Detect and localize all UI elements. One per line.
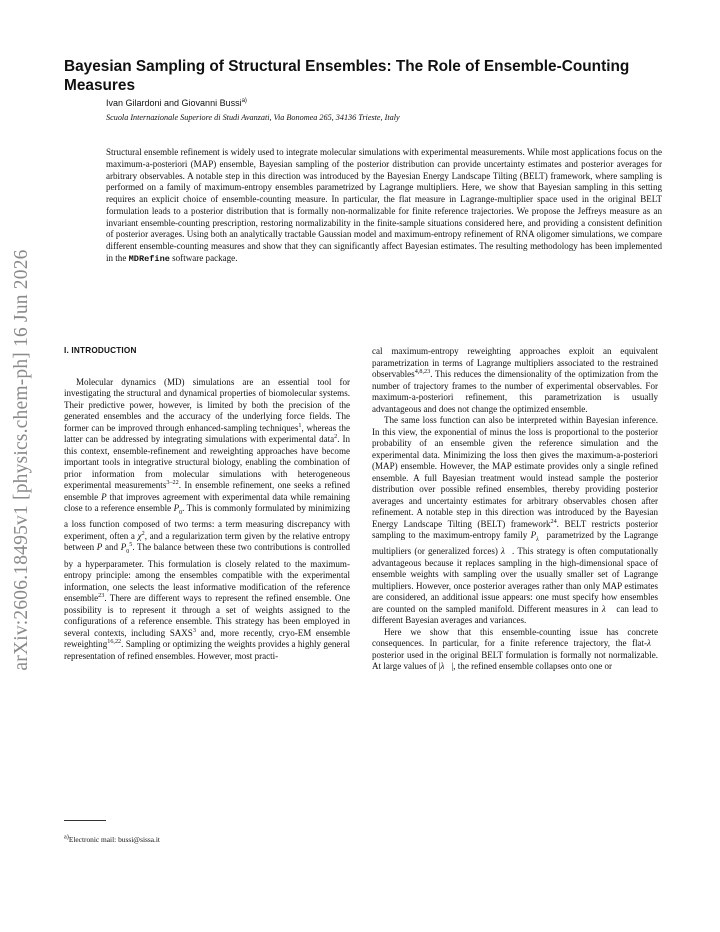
author-affiliation: Scuola Internazionale Superiore di Studi Avanzati, Via Bonomea 265, 34136 Trieste, Italy [106,113,400,122]
footnote-text: Electronic mail: bussi@sissa.it [68,835,160,844]
software-name: MDRefine [128,253,170,264]
abstract-text-end: software package. [169,252,238,263]
paper-title: Bayesian Sampling of Structural Ensembles: The Role of Ensemble-Counting Measures [64,58,630,94]
body-column-right [372,346,658,673]
abstract-text: Structural ensemble refinement is widely used to integrate molecular simulations with experimental measurements. While most applications focus on the maximum-a-posteriori (MAP) ensemble, Bayesian sampling of the posterior distribution can provide uncertainty estimates and posterior averages for arbitrary observables. A notable step in this direction was introduced by the Bayesian Energy Landscape Tilting (BELT) framework, where sampling is performed on a family of maximum-entropy ensembles parametrized by Lagrange multipliers. Here, we show that Bayesian sampling in this setting requires an explicit choice of ensemble-counting measure. In particular, the flat measure in Lagrange-multiplier space used in the original BELT formulation leads to a posterior distribution that is formally non-normalizable for finite reference trajectories. We propose the Jeffreys measure as an invariant ensemble-counting prescription, restoring normalizability in the finite-sample situations considered here, and providing a consistent definition of posterior averages. Using both an analytically tractable Gaussian model and maximum-entropy refinement of RNA oligomer simulations, we compare different ensemble-counting measures and show that they can significantly affect Bayesian estimates. The resulting methodology has been implemented in the [106,147,662,263]
author-footnote-mark: a) [241,98,247,104]
body-paragraph: cal maximum-entropy reweighting approaches exploit an equivalent parametrization in terms of Lagrange multipliers associated to the restrained observables$^{4,8,23}$. This reduces the dimensionality of the optimization from the number of trajectory frames to the number of experimental observables. For maximum-a-posteriori refinement, this parametrization is usually advantageous and does not change the optimized ensemble. [372,346,658,414]
body-column-left [64,340,350,662]
section-heading: I. INTRODUCTION [64,346,137,355]
body-paragraph: Molecular dynamics (MD) simulations are an essential tool for investigating the structural and dynamical properties of biomolecular systems. Their predictive power, however, is limited by both the precision of the generated ensembles and the accuracy of the underlying force fields. The former can be improved through enhanced-sampling techniques$^1$, whereas the latter can be addressed by integrating simulations with experimental data$^2$. In this context, ensemble-refinement and reweighting approaches have become important tools in integrative structural biology, enabling the combination of prior information from molecular simulations with heterogeneous experimental measurements$^{3-22}$. In ensemble refinement, one seeks a refined ensemble P that improves agreement with experimental data while remaining close to a reference ensemble $P_0$. This is commonly formulated by minimizing a loss function composed of two terms: a term measuring discrepancy with experiment, often a $\chi^2$, and a regularization term given by the relative entropy between P and $P_0^5$. The balance between these two contributions is controlled by a hyperparameter. This formulation is closely related to the maximum-entropy principle: among the ensembles compatible with the experimental information, one selects the least informative modification of the reference ensemble$^{23}$. There are different ways to represent the refined ensemble. One possibility is to represent it through a set of weights assigned to the configurations of a reference ensemble. This strategy has been employed in several contexts, including SAXS$^3$ and, more recently, cryo-EM ensemble reweighting$^{16,22}$. Sampling or optimizing the weights provides a highly general representation of refined ensembles. However, most practi- [64,376,351,661]
footnote [64,835,160,844]
author-list [106,98,247,108]
footnote-mark: a) [64,833,69,841]
arxiv-identifier: arXiv:2606.18495v1 [physics.chem-ph] 16 Jun 2026 [11,249,32,671]
footnote-separator [64,820,106,821]
body-paragraph: Here we show that this ensemble-counting issue has concrete consequences. In particular, for a finite reference trajectory, the flat-λ⃗ posterior used in the original BELT formulation is formally not normalizable. At large values of |λ⃗|, the refined ensemble collapses onto one or [372,626,658,672]
author-names: Ivan Gilardoni and Giovanni Bussi [106,98,242,108]
abstract [106,147,662,266]
body-paragraph: The same loss function can also be interpreted within Bayesian inference. In this view, the exponential of minus the loss is proportional to the posterior probability of an ensemble given the reference simulation and the experimental data. Minimizing the loss then gives the maximum-a-posteriori (MAP) ensemble. However, the MAP estimate provides only a single refined ensemble. A full Bayesian treatment would instead sample the posterior distribution over possible refined ensembles, thereby providing posterior averages and uncertainty estimates for arbitrary observables chosen after refinement. A notable step in this direction was introduced by the Bayesian Energy Landscape Tilting (BELT) framework$^{24}$. BELT restricts posterior sampling to the maximum-entropy family $P_{\lambda⃗}$ parametrized by the Lagrange multipliers (or generalized forces) λ⃗. This strategy is often computationally advantageous because it replaces sampling in the high-dimensional space of ensemble weights with sampling over the usually smaller set of Lagrange multipliers. However, once posterior averages rather than only MAP estimates are considered, an additional issue appears: one must specify how ensembles are counted on the sampled manifold. Different measures in λ⃗ can lead to different Bayesian averages and variances. [372,415,658,626]
